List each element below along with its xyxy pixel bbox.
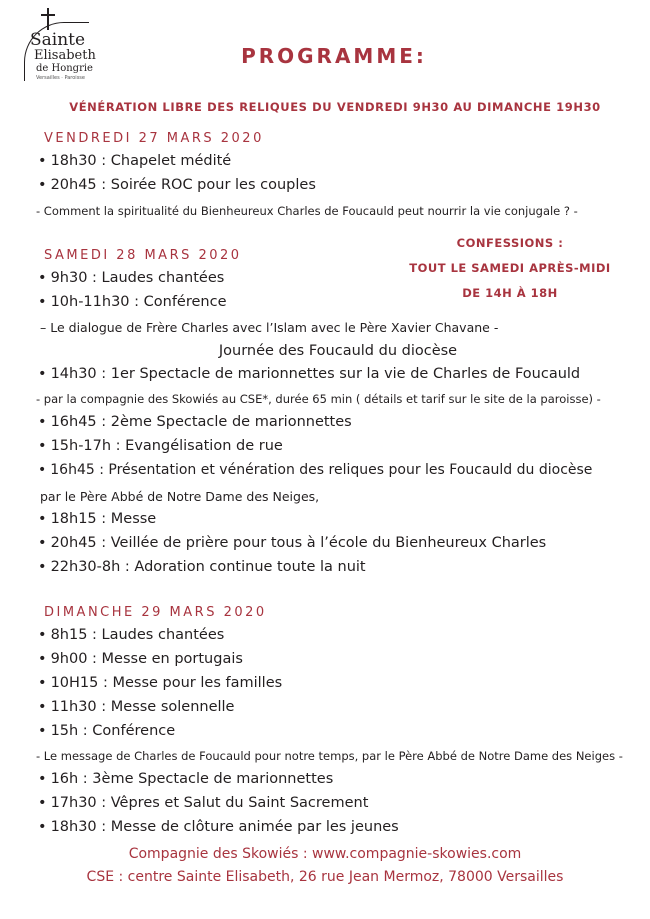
- list-item: • 14h30 : 1er Spectacle de marionnettes sur la vie de Charles de Foucauld: [38, 366, 581, 382]
- list-item: • 9h30 : Laudes chantées: [38, 270, 225, 286]
- list-item: • 22h30-8h : Adoration continue toute la nuit: [38, 559, 366, 575]
- saturday-heading: SAMEDI 28 MARS 2020: [44, 248, 242, 263]
- list-item: • 16h : 3ème Spectacle de marionnettes: [38, 771, 334, 787]
- sunday-conference-note: - Le message de Charles de Foucauld pour notre temps, par le Père Abbé de Notre Dame des Neiges -: [36, 749, 623, 763]
- confessions-title: CONFESSIONS :: [456, 236, 564, 250]
- logo-line-1: Sainte: [30, 30, 86, 50]
- list-item: • 18h15 : Messe: [38, 511, 157, 527]
- confessions-line-3: DE 14H À 18H: [462, 286, 558, 300]
- journee-title: Journée des Foucauld du diocèse: [218, 343, 458, 359]
- spectacle-note: - par la compagnie des Skowiés au CSE*, durée 65 min ( détails et tarif sur le site de la paroisse) -: [36, 392, 601, 406]
- confessions-line-2: TOUT LE SAMEDI APRÈS-MIDI: [409, 261, 611, 275]
- list-item: • 18h30 : Chapelet médité: [38, 153, 232, 169]
- list-item: • 15h-17h : Evangélisation de rue: [38, 438, 283, 454]
- sunday-heading: DIMANCHE 29 MARS 2020: [44, 605, 267, 620]
- list-item: • 20h45 : Veillée de prière pour tous à l’école du Bienheureux Charles: [38, 535, 547, 551]
- list-item: • 17h30 : Vêpres et Salut du Saint Sacrement: [38, 795, 369, 811]
- list-item: • 8h15 : Laudes chantées: [38, 627, 225, 643]
- conference-note: – Le dialogue de Frère Charles avec l’Islam avec le Père Xavier Chavane -: [40, 320, 499, 335]
- footer-address: CSE : centre Sainte Elisabeth, 26 rue Jean Mermoz, 78000 Versailles: [86, 869, 564, 885]
- list-item: • 11h30 : Messe solennelle: [38, 699, 235, 715]
- logo-line-4: Versailles · Paroisse: [36, 75, 85, 81]
- list-item: • 18h30 : Messe de clôture animée par les jeunes: [38, 819, 399, 835]
- list-item: • 10H15 : Messe pour les familles: [38, 675, 283, 691]
- list-item: • 15h : Conférence: [38, 723, 176, 739]
- logo-line-2: Elisabeth: [34, 48, 96, 63]
- footer-skowies: Compagnie des Skowiés : www.compagnie-skowies.com: [128, 846, 522, 862]
- relics-veneration-subtitle: VÉNÉRATION LIBRE DES RELIQUES DU VENDREDI 9H30 AU DIMANCHE 19H30: [69, 100, 601, 114]
- friday-heading: VENDREDI 27 MARS 2020: [44, 131, 264, 146]
- list-item: • 16h45 : 2ème Spectacle de marionnettes: [38, 414, 352, 430]
- list-item: • 9h00 : Messe en portugais: [38, 651, 243, 667]
- list-item: • 10h-11h30 : Conférence: [38, 294, 227, 310]
- logo-line-3: de Hongrie: [36, 63, 93, 74]
- friday-note: - Comment la spiritualité du Bienheureux Charles de Foucauld peut nourrir la vie conjugale ? -: [36, 204, 578, 218]
- page-title: PROGRAMME:: [241, 44, 427, 68]
- list-item: • 16h45 : Présentation et vénération des reliques pour les Foucauld du diocèse: [38, 462, 593, 478]
- list-item: • 20h45 : Soirée ROC pour les couples: [38, 177, 316, 193]
- reliques-note: par le Père Abbé de Notre Dame des Neiges,: [40, 489, 320, 504]
